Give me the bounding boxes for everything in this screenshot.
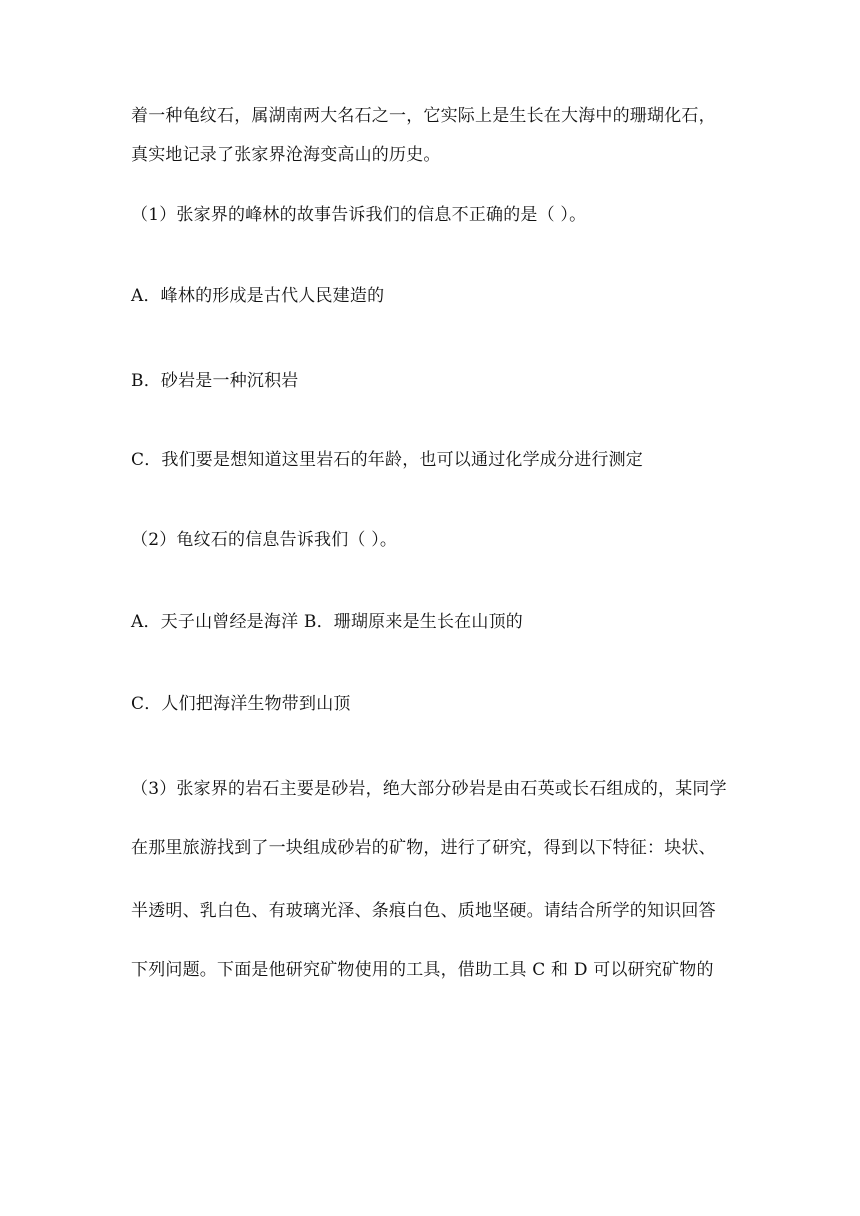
question-1-option-a: A．峰林的形成是古代人民建造的 xyxy=(131,286,385,306)
question-3-line-3: 半透明、乳白色、有玻璃光泽、条痕白色、质地坚硬。请结合所学的知识回答 xyxy=(131,901,716,921)
question-2-option-c: C．人们把海洋生物带到山顶 xyxy=(131,694,351,714)
question-2-options-a-b: A．天子山曾经是海洋 B．珊瑚原来是生长在山顶的 xyxy=(131,612,523,632)
question-1-stem: （1）张家界的峰林的故事告诉我们的信息不正确的是（ ）。 xyxy=(131,205,587,225)
passage-line-2: 真实地记录了张家界沧海变高山的历史。 xyxy=(131,145,441,165)
question-1-option-c: C．我们要是想知道这里岩石的年龄，也可以通过化学成分进行测定 xyxy=(131,450,644,470)
question-1-option-b: B．砂岩是一种沉积岩 xyxy=(131,371,299,391)
passage-line-1: 着一种龟纹石，属湖南两大名石之一，它实际上是生长在大海中的珊瑚化石， xyxy=(131,106,716,126)
question-3-line-4: 下列问题。下面是他研究矿物使用的工具，借助工具 C 和 D 可以研究矿物的 xyxy=(131,960,714,980)
question-3-line-1: （3）张家界的岩石主要是砂岩，绝大部分砂岩是由石英或长石组成的，某同学 xyxy=(131,779,727,799)
question-3-line-2: 在那里旅游找到了一块组成砂岩的矿物，进行了研究，得到以下特征：块状、 xyxy=(131,838,716,858)
question-2-stem: （2）龟纹石的信息告诉我们（ ）。 xyxy=(131,530,398,550)
